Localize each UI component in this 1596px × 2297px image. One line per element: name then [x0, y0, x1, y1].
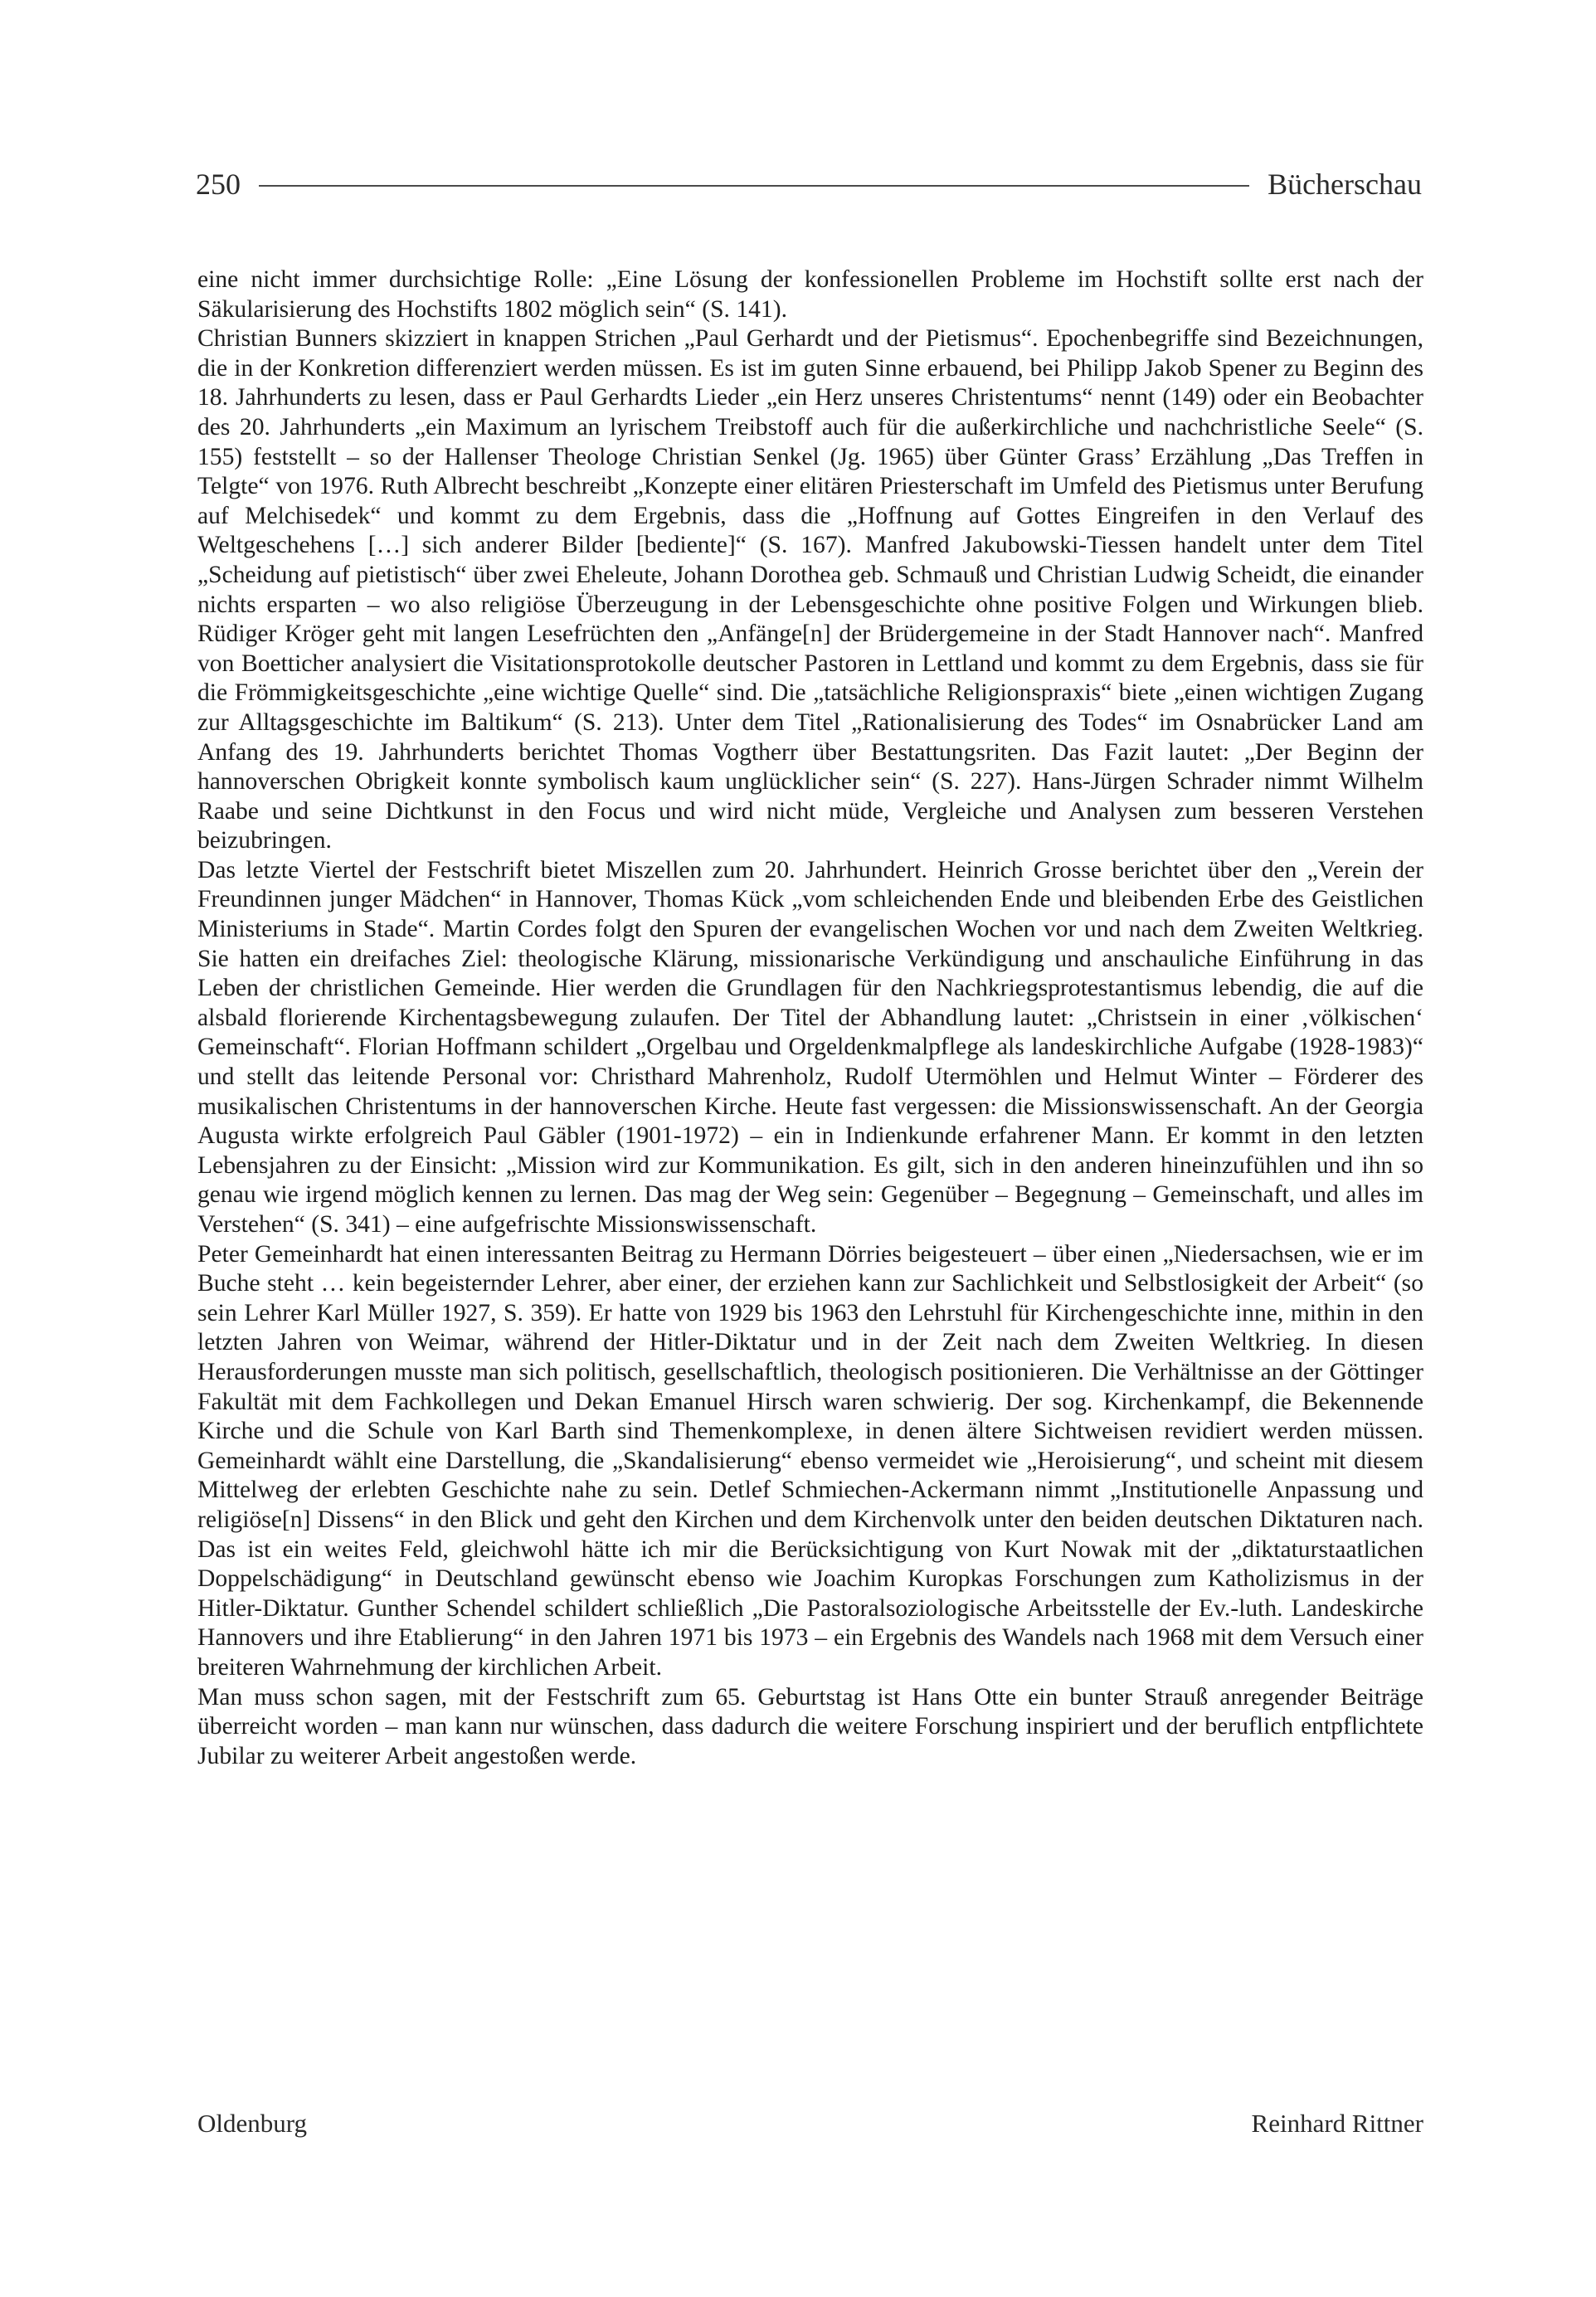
review-body [197, 265, 1423, 1771]
signature-place: Oldenburg [197, 2109, 308, 2138]
paragraph-1: eine nicht immer durchsichtige Rolle: „Eine Lösung der konfessionellen Probleme im Hochstift sollte erst nach der Säkularisierung des Hochstifts 1802 möglich sein“ (S. 141). [197, 266, 1423, 323]
section-title: Bücherschau [1268, 168, 1422, 201]
paragraph-5: Man muss schon sagen, mit der Festschrift zum 65. Geburtstag ist Hans Otte ein bunter Strauß anregender Beiträge überreicht worden – man kann nur wünschen, dass dadurch die weitere Forschung inspiriert und der beruflich entpflichtete Jubilar zu weiterer Arbeit angestoßen werde. [197, 1683, 1423, 1769]
running-head [196, 163, 1422, 206]
paragraph-3: Das letzte Viertel der Festschrift bietet Miszellen zum 20. Jahrhundert. Heinrich Grosse berichtet über den „Verein der Freundinnen junger Mädchen“ in Hannover, Thomas Kück „vom schleichenden Ende und bleibenden Erbe des Geistlichen Ministeriums in Stade“. Martin Cordes folgt den Spuren der evangelischen Wochen vor und nach dem Zweiten Weltkrieg. Sie hatten ein dreifaches Ziel: theologische Klärung, missionarische Verkündigung und anschauliche Einführung in das Leben der christlichen Gemeinde. Hier werden die Grundlagen für den Nachkriegsprotestantismus lebendig, die auf die alsbald florierende Kirchentagsbewegung zulaufen. Der Titel der Abhandlung lautet: „Christsein in einer ‚völkischen‘ Gemeinschaft“. Florian Hoffmann schildert „Orgelbau und Orgeldenkmalpflege als landeskirchliche Aufgabe (1928-1983)“ und stellt das leitende Personal vor: Christhard Mahrenholz, Rudolf Utermöhlen und Helmut Winter – Förderer des musikalischen Christentums in der hannoverschen Kirche. Heute fast vergessen: die Missionswissenschaft. An der Georgia Augusta wirkte erfolgreich Paul Gäbler (1901-1972) – ein in Indienkunde erfahrener Mann. Er kommt in den letzten Lebensjahren zu der Einsicht: „Mission wird zur Kommunikation. Es gilt, sich in den anderen hineinzufühlen und ihn so genau wie irgend möglich kennen zu lernen. Das mag der Weg sein: Gegenüber – Begegnung – Gemeinschaft, und alles im Verstehen“ (S. 341) – eine aufgefrischte Missionswissenschaft. [197, 856, 1423, 1238]
page-number: 250 [196, 168, 241, 201]
paragraph-4: Peter Gemeinhardt hat einen interessanten Beitrag zu Hermann Dörries beigesteuert – über einen „Niedersachsen, wie er im Buche steht … kein begeisternder Lehrer, aber einer, der erziehen kann zur Sachlichkeit und Selbstlosigkeit der Arbeit“ (so sein Lehrer Karl Müller 1927, S. 359). Er hatte von 1929 bis 1963 den Lehrstuhl für Kirchengeschichte inne, mithin in den letzten Jahren von Weimar, während der Hitler-Diktatur und in der Zeit nach dem Zweiten Weltkrieg. In diesen Herausforderungen musste man sich politisch, gesellschaftlich, theologisch positionieren. Die Verhältnisse an der Göttinger Fakultät mit dem Fachkollegen und Dekan Emanuel Hirsch waren schwierig. Der sog. Kirchenkampf, die Bekennende Kirche und die Schule von Karl Barth sind Themenkomplexe, in denen ältere Sichtweisen revidiert werden müssen. Gemeinhardt wählt eine Darstellung, die „Skandalisierung“ ebenso vermeidet wie „Heroisierung“, und scheint mit diesem Mittelweg der erlebten Geschichte nahe zu sein. Detlef Schmiechen-Ackermann nimmt „Institutionelle Anpassung und religiöse[n] Dissens“ in den Blick und geht den Kirchen und dem Kirchenvolk unter den beiden deutschen Diktaturen nach. Das ist ein weites Feld, gleichwohl hätte ich mir die Berücksichtigung von Kurt Nowak mit der „diktaturstaatlichen Doppelschädigung“ in Deutschland gewünscht ebenso wie Joachim Kuropkas Forschungen zum Katholizismus in der Hitler-Diktatur. Gunther Schendel schildert schließlich „Die Pastoralsoziologische Arbeitsstelle der Ev.-luth. Landeskirche Hannovers und ihre Etablierung“ in den Jahren 1971 bis 1973 – ein Ergebnis des Wandels nach 1968 mit dem Versuch einer breiteren Wahrnehmung der kirchlichen Arbeit. [197, 1240, 1423, 1681]
signature-author: Reinhard Rittner [1251, 2109, 1423, 2138]
header-rule [259, 185, 1249, 187]
paragraph-2: Christian Bunners skizziert in knappen Strichen „Paul Gerhardt und der Pietismus“. Epochenbegriffe sind Bezeichnungen, die in der Konkretion differenziert werden müssen. Es ist im guten Sinne erbauend, bei Philipp Jakob Spener zu Beginn des 18. Jahrhunderts zu lesen, dass er Paul Gerhardts Lieder „ein Herz unseres Christentums“ nennt (149) oder ein Beobachter des 20. Jahrhunderts „ein Maximum an lyrischem Treibstoff auch für die außerkirchliche und nachchristliche Seele“ (S. 155) feststellt – so der Hallenser Theologe Christian Senkel (Jg. 1965) über Günter Grass’ Erzählung „Das Treffen in Telgte“ von 1976. Ruth Albrecht beschreibt „Konzepte einer elitären Priesterschaft im Umfeld des Pietismus unter Berufung auf Melchisedek“ und kommt zu dem Ergebnis, dass die „Hoffnung auf Gottes Eingreifen in den Verlauf des Weltgeschehens […] sich anderer Bilder [bediente]“ (S. 167). Manfred Jakubowski-Tiessen handelt unter dem Titel „Scheidung auf pietistisch“ über zwei Eheleute, Johann Dorothea geb. Schmauß und Christian Ludwig Scheidt, die einander nichts ersparten – wo also religiöse Überzeugung in der Lebensgeschichte ohne positive Folgen und Wirkungen blieb. Rüdiger Kröger geht mit langen Lesefrüchten den „Anfänge[n] der Brüdergemeine in der Stadt Hannover nach“. Manfred von Boetticher analysiert die Visitationsprotokolle deutscher Pastoren in Lettland und kommt zu dem Ergebnis, dass sie für die Frömmigkeitsgeschichte „eine wichtige Quelle“ sind. Die „tatsächliche Religionspraxis“ biete „einen wichtigen Zugang zur Alltagsgeschichte im Baltikum“ (S. 213). Unter dem Titel „Rationalisierung des Todes“ im Osnabrücker Land am Anfang des 19. Jahrhunderts berichtet Thomas Vogtherr über Bestattungsriten. Das Fazit lautet: „Der Beginn der hannoverschen Obrigkeit konnte symbolisch kaum unglücklicher sein“ (S. 227). Hans-Jürgen Schrader nimmt Wilhelm Raabe und seine Dichtkunst in den Focus und wird nicht müde, Vergleiche und Analysen zum besseren Verstehen beizubringen. [197, 325, 1423, 854]
signature-line [197, 2107, 1423, 2140]
